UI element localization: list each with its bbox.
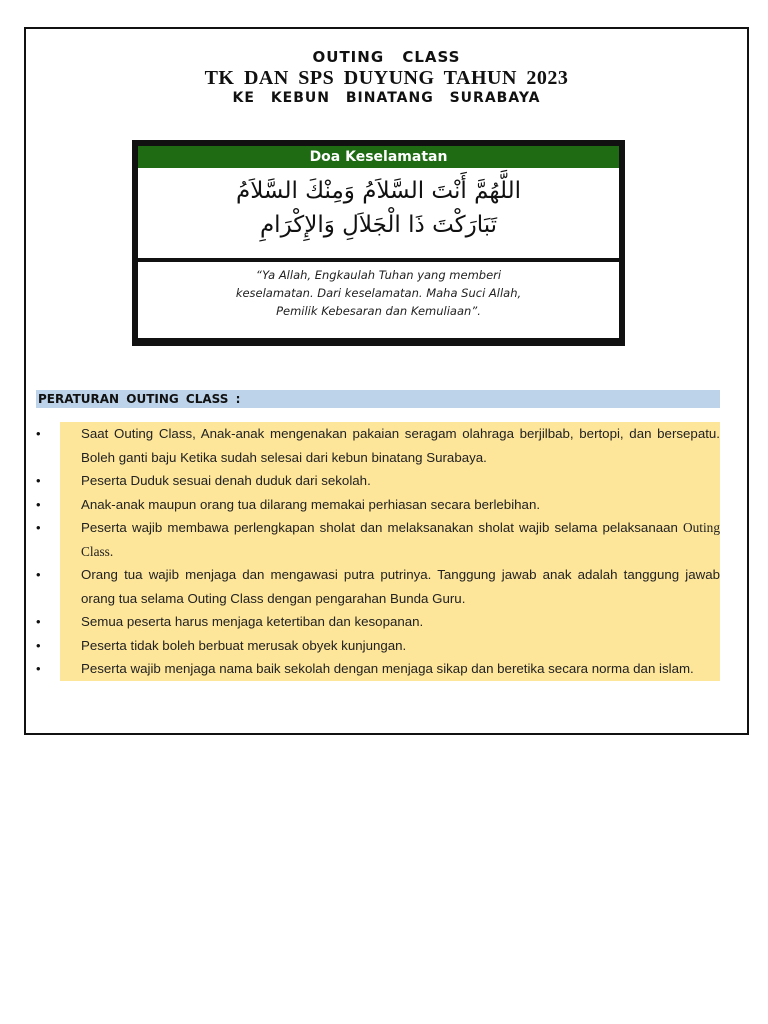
doa-top-panel [138,146,619,258]
rule-text: Peserta wajib menjaga nama baik sekolah dengan menjaga sikap dan beretika secara norma dan islam. [81,661,694,676]
rule-text: Peserta Duduk sesuai denah duduk dari sekolah. [81,473,371,488]
doa-translation-line-1: “Ya Allah, Engkaulah Tuhan yang memberi [255,268,502,282]
bullet-icon: • [36,637,41,653]
doa-translation-line-3: Pemilik Kebesaran dan Kemuliaan”. [276,304,481,318]
title-school-year: TK DAN SPS DUYUNG TAHUN 2023 [204,67,569,89]
rule-text: Anak-anak maupun orang tua dilarang memakai perhiasan secara berlebihan. [81,496,541,512]
rules-list [36,422,720,681]
rules-heading: PERATURAN OUTING CLASS : [36,390,720,408]
list-item [36,516,720,563]
rule-text-tail: Outing Class. [81,520,720,559]
bullet-icon: • [36,567,41,582]
doa-arabic-line-1: اللَّهُمَّ أَنْتَ السَّلاَمُ وَمِنْكَ السَّلاَمُ [235,178,522,204]
rule-text: Semua peserta harus menjaga ketertiban dan kesopanan. [81,614,424,629]
bullet-icon: • [36,614,41,629]
doa-keselamatan-image [132,140,625,346]
doa-translation [138,262,619,338]
document-frame [24,27,749,735]
title-outing-class: OUTING CLASS [312,48,461,66]
list-item [36,563,720,610]
list-item [36,657,720,681]
doa-arabic-line-2: تَبَارَكْتَ ذَا الْجَلاَلِ وَالإِكْرَامِ [259,212,498,238]
rule-text: Peserta wajib membawa perlengkapan sholat dan melaksanakan sholat wajib selama pelaksanaan [81,520,678,535]
bullet-icon: • [36,426,41,441]
list-item [36,422,720,469]
list-item [36,469,720,493]
bullet-icon: • [36,520,41,535]
doa-arabic-text [138,168,619,242]
doa-title: Doa Keselamatan [138,146,619,168]
bullet-icon: • [36,473,41,488]
list-item [36,493,720,517]
title-block [26,47,747,107]
rule-text: Saat Outing Class, Anak-anak mengenakan pakaian seragam olahraga berjilbab, bertopi, dan bersepatu. Boleh ganti baju Ketika sudah selesai dari kebun binatang Surabaya. [81,426,720,465]
title-destination: KE KEBUN BINATANG SURABAYA [232,90,541,106]
list-item [36,634,720,658]
bullet-icon: • [36,496,41,512]
doa-translation-line-2: keselamatan. Dari keselamatan. Maha Suci Allah, [235,286,522,300]
rule-text: Peserta tidak boleh berbuat merusak obyek kunjungan. [81,637,407,653]
list-item [36,610,720,634]
rule-text: Orang tua wajib menjaga dan mengawasi putra putrinya. Tanggung jawab anak adalah tanggung jawab orang tua selama Outing Class dengan pengarahan Bunda Guru. [81,567,720,606]
bullet-icon: • [36,661,41,676]
